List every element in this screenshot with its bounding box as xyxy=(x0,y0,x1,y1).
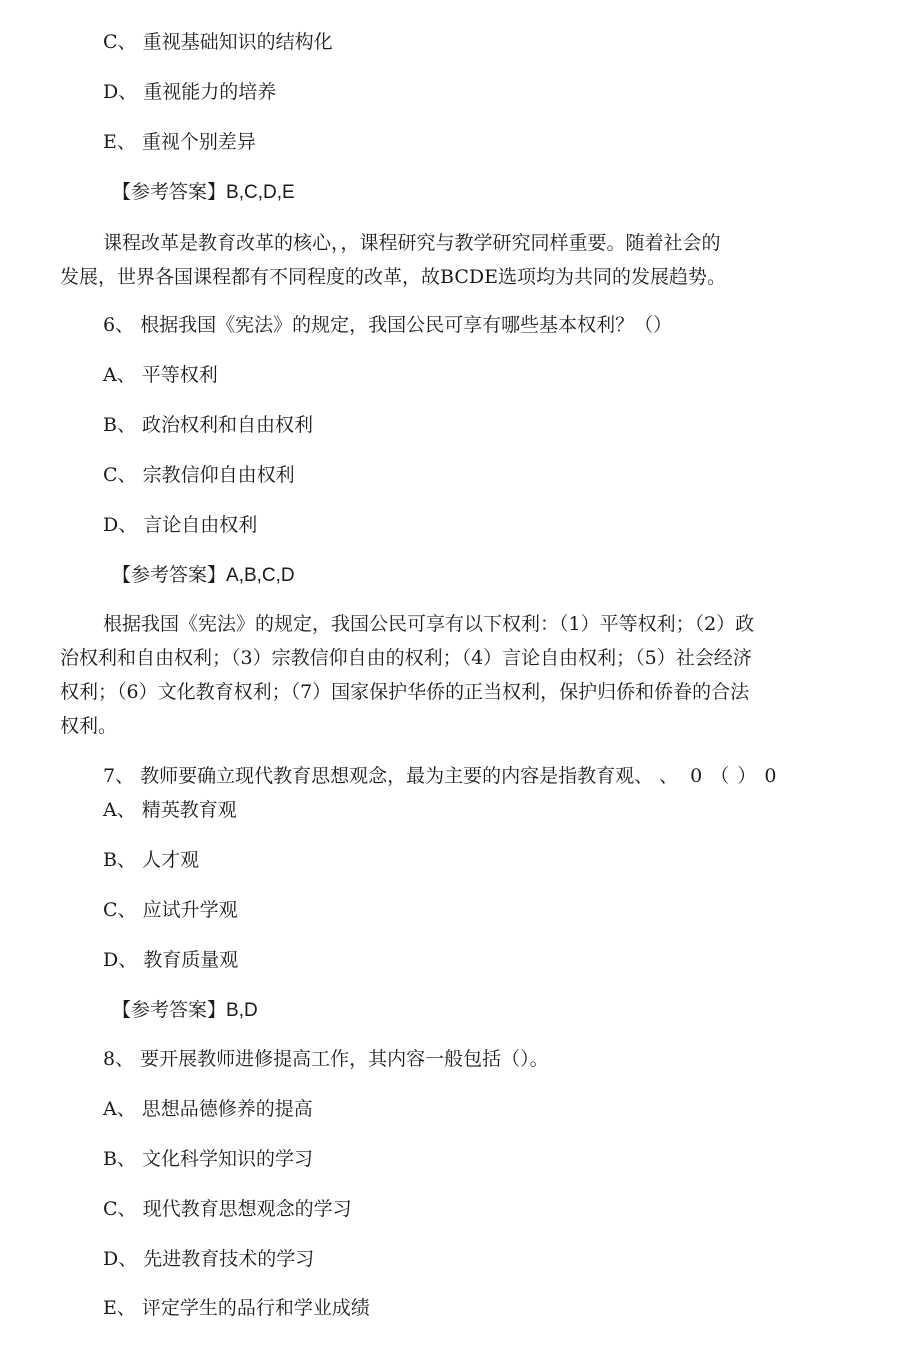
q6-answer-label: 【参考答案】 xyxy=(112,564,227,586)
q6-option-c: C、 宗教信仰自由权利 xyxy=(103,464,295,486)
q5-option-c: C、 重视基础知识的结构化 xyxy=(103,31,333,53)
q7-answer-value: B,D xyxy=(226,1000,258,1021)
q7-option-b: B、 人才观 xyxy=(103,849,200,871)
q5-explanation-line: 发展，世界各国课程都有不同程度的改革，故BCDE选项均为共同的发展趋势。 xyxy=(60,266,726,288)
q7-option-d: D、 教育质量观 xyxy=(103,949,239,971)
q7-answer-label: 【参考答案】 xyxy=(112,999,227,1021)
q8-question: 8、 要开展教师进修提高工作，其内容一般包括（）。 xyxy=(103,1048,549,1070)
q6-explanation xyxy=(60,607,880,743)
q5-option-d: D、 重视能力的培养 xyxy=(103,81,277,103)
q6-explanation-line: 权利。 xyxy=(60,715,118,737)
q8-option-a: A、 思想品德修养的提高 xyxy=(103,1098,313,1120)
q5-answer xyxy=(112,180,295,205)
q8-option-b: B、 文化科学知识的学习 xyxy=(103,1148,314,1170)
q6-option-b: B、 政治权利和自由权利 xyxy=(103,414,314,436)
q5-answer-value: B,C,D,E xyxy=(226,182,295,203)
q7-question-text: 7、 教师要确立现代教育思想观念，最为主要的内容是指教育观、 、 xyxy=(103,765,679,787)
q6-answer-value: A,B,C,D xyxy=(226,565,295,586)
q7-question-tail: 0 （ ） 0 xyxy=(690,765,778,787)
q7-option-c: C、 应试升学观 xyxy=(103,899,238,921)
q7-answer xyxy=(112,998,258,1023)
q5-explanation-line: 课程改革是教育改革的核心，，课程研究与教学研究同样重要。随着社会的 xyxy=(103,232,721,254)
q5-answer-label: 【参考答案】 xyxy=(112,181,227,203)
q8-option-d: D、 先进教育技术的学习 xyxy=(103,1248,315,1270)
q6-explanation-line: 根据我国《宪法》的规定，我国公民可享有以下权利：（1）平等权利；（2）政 xyxy=(103,613,755,635)
q6-option-a: A、 平等权利 xyxy=(103,364,218,386)
q6-answer xyxy=(112,563,295,588)
q5-explanation xyxy=(60,226,880,294)
q6-option-d: D、 言论自由权利 xyxy=(103,514,258,536)
q8-option-c: C、 现代教育思想观念的学习 xyxy=(103,1198,352,1220)
q7-option-a: A、 精英教育观 xyxy=(103,799,237,821)
q6-explanation-line: 治权利和自由权利；（3）宗教信仰自由的权利；（4）言论自由权利；（5）社会经济 xyxy=(60,647,752,669)
q5-option-e: E、 重视个别差异 xyxy=(103,131,256,153)
q8-option-e: E、 评定学生的品行和学业成绩 xyxy=(103,1297,370,1319)
q7-question xyxy=(103,764,777,788)
q6-explanation-line: 权利；（6）文化教育权利；（7）国家保护华侨的正当权利，保护归侨和侨眷的合法 xyxy=(60,681,750,703)
q6-question: 6、 根据我国《宪法》的规定，我国公民可享有哪些基本权利？（） xyxy=(103,314,673,336)
